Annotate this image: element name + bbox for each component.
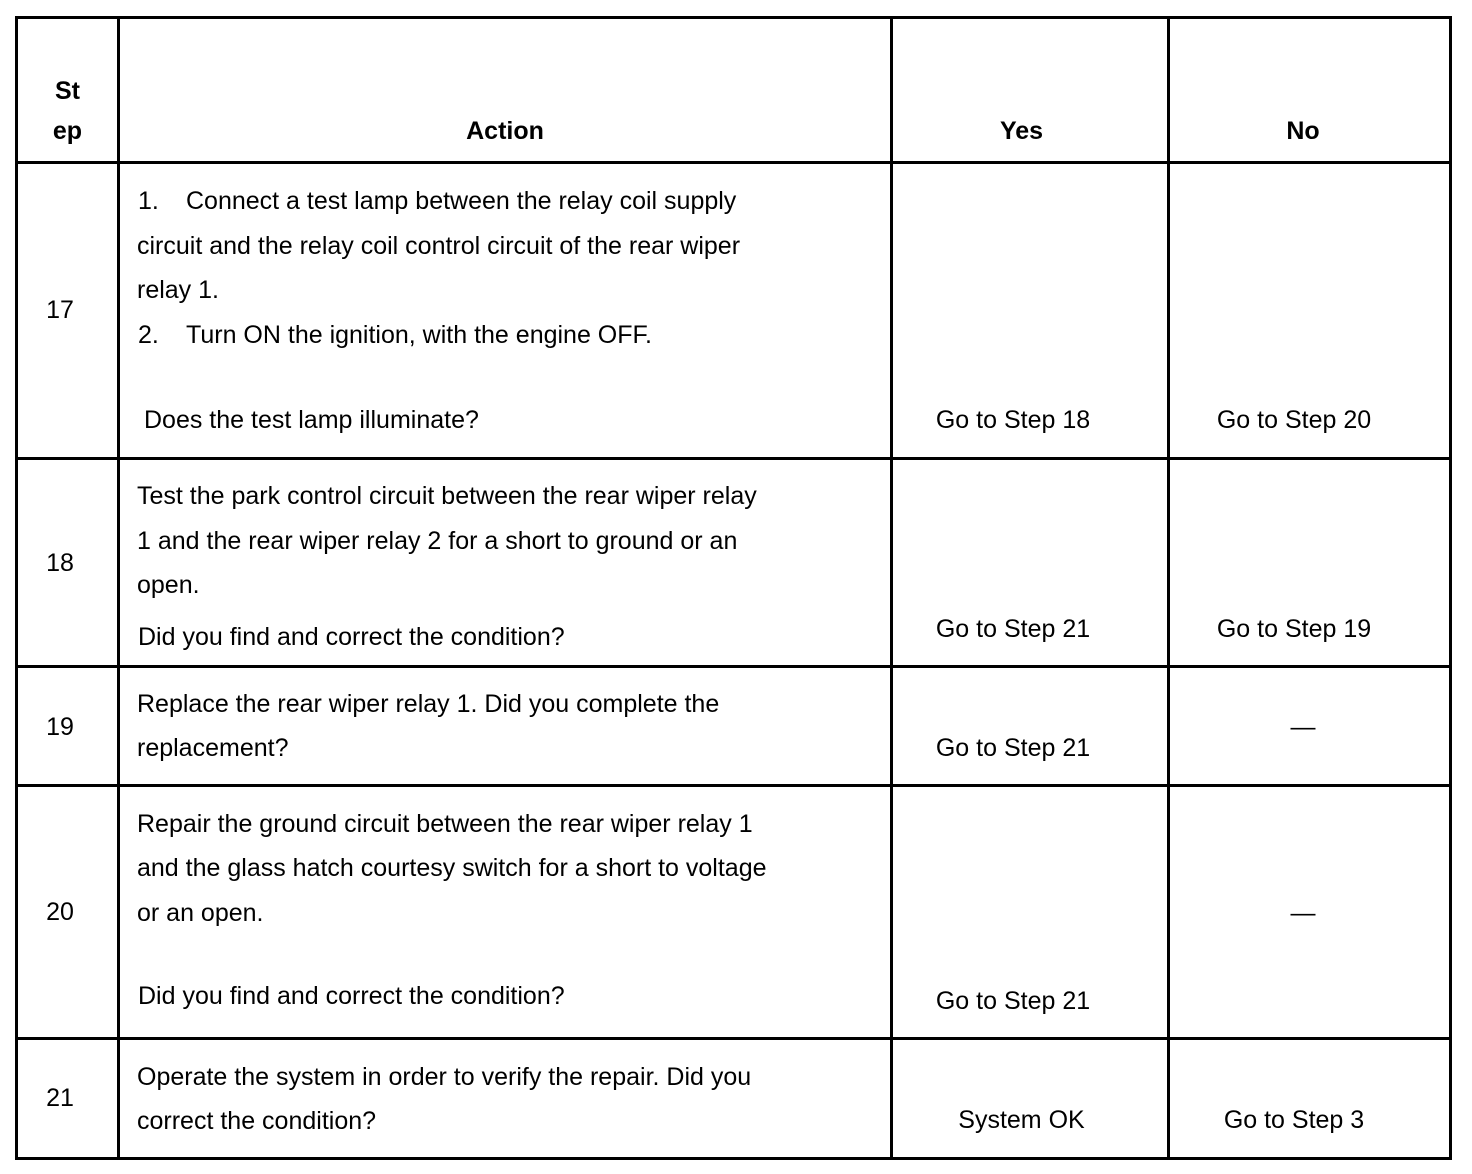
header-step-line1: St bbox=[55, 77, 80, 105]
header-yes: Yes bbox=[999, 117, 1044, 145]
action-list-item: 2. Turn ON the ignition, with the engine OFF. bbox=[138, 321, 652, 349]
action-line: open. bbox=[137, 571, 200, 599]
action-line: and the glass hatch courtesy switch for a short to voltage bbox=[137, 854, 767, 882]
action-line: replacement? bbox=[137, 734, 289, 762]
action-question: Did you find and correct the condition? bbox=[138, 623, 565, 651]
action-line: or an open. bbox=[137, 899, 264, 927]
action-line: Test the park control circuit between the rear wiper relay bbox=[137, 482, 757, 510]
header-step-line2: ep bbox=[52, 117, 83, 145]
col-divider bbox=[1167, 16, 1170, 1160]
yes-result: System OK bbox=[958, 1106, 1085, 1134]
step-number: 20 bbox=[46, 898, 74, 926]
no-result: Go to Step 3 bbox=[1223, 1106, 1365, 1134]
header-step bbox=[18, 71, 117, 151]
step-number: 19 bbox=[46, 713, 74, 741]
yes-result: Go to Step 21 bbox=[935, 987, 1091, 1015]
table-border-top bbox=[15, 16, 1452, 19]
col-divider bbox=[117, 16, 120, 1160]
row-divider bbox=[15, 1037, 1452, 1040]
action-line: Replace the rear wiper relay 1. Did you complete the bbox=[137, 690, 720, 718]
header-no: No bbox=[1286, 117, 1320, 145]
action-line: Repair the ground circuit between the rear wiper relay 1 bbox=[137, 810, 753, 838]
action-line: circuit and the relay coil control circuit of the rear wiper bbox=[137, 232, 741, 260]
yes-result: Go to Step 21 bbox=[935, 734, 1091, 762]
no-result: Go to Step 20 bbox=[1216, 406, 1372, 434]
row-divider bbox=[15, 665, 1452, 668]
action-line: 1 and the rear wiper relay 2 for a short to ground or an bbox=[137, 527, 738, 555]
no-result: Go to Step 19 bbox=[1216, 615, 1372, 643]
action-question: Did you find and correct the condition? bbox=[138, 982, 565, 1010]
action-list-item: 1. Connect a test lamp between the relay coil supply bbox=[138, 187, 737, 215]
action-line: correct the condition? bbox=[137, 1107, 377, 1135]
no-result: — bbox=[1290, 713, 1316, 741]
header-action: Action bbox=[466, 117, 544, 145]
step-number: 18 bbox=[46, 549, 74, 577]
step-number: 21 bbox=[46, 1084, 74, 1112]
action-line: Operate the system in order to verify the repair. Did you bbox=[137, 1063, 752, 1091]
table-border-bottom bbox=[15, 1157, 1452, 1160]
yes-result: Go to Step 21 bbox=[935, 615, 1091, 643]
no-result: — bbox=[1290, 899, 1316, 927]
row-divider bbox=[15, 784, 1452, 787]
action-line: relay 1. bbox=[137, 276, 219, 304]
table-border-left bbox=[15, 16, 18, 1160]
action-question: Does the test lamp illuminate? bbox=[144, 406, 479, 434]
table-border-right bbox=[1449, 16, 1452, 1160]
header-divider bbox=[15, 161, 1452, 164]
step-number: 17 bbox=[46, 296, 74, 324]
yes-result: Go to Step 18 bbox=[935, 406, 1091, 434]
row-divider bbox=[15, 457, 1452, 460]
